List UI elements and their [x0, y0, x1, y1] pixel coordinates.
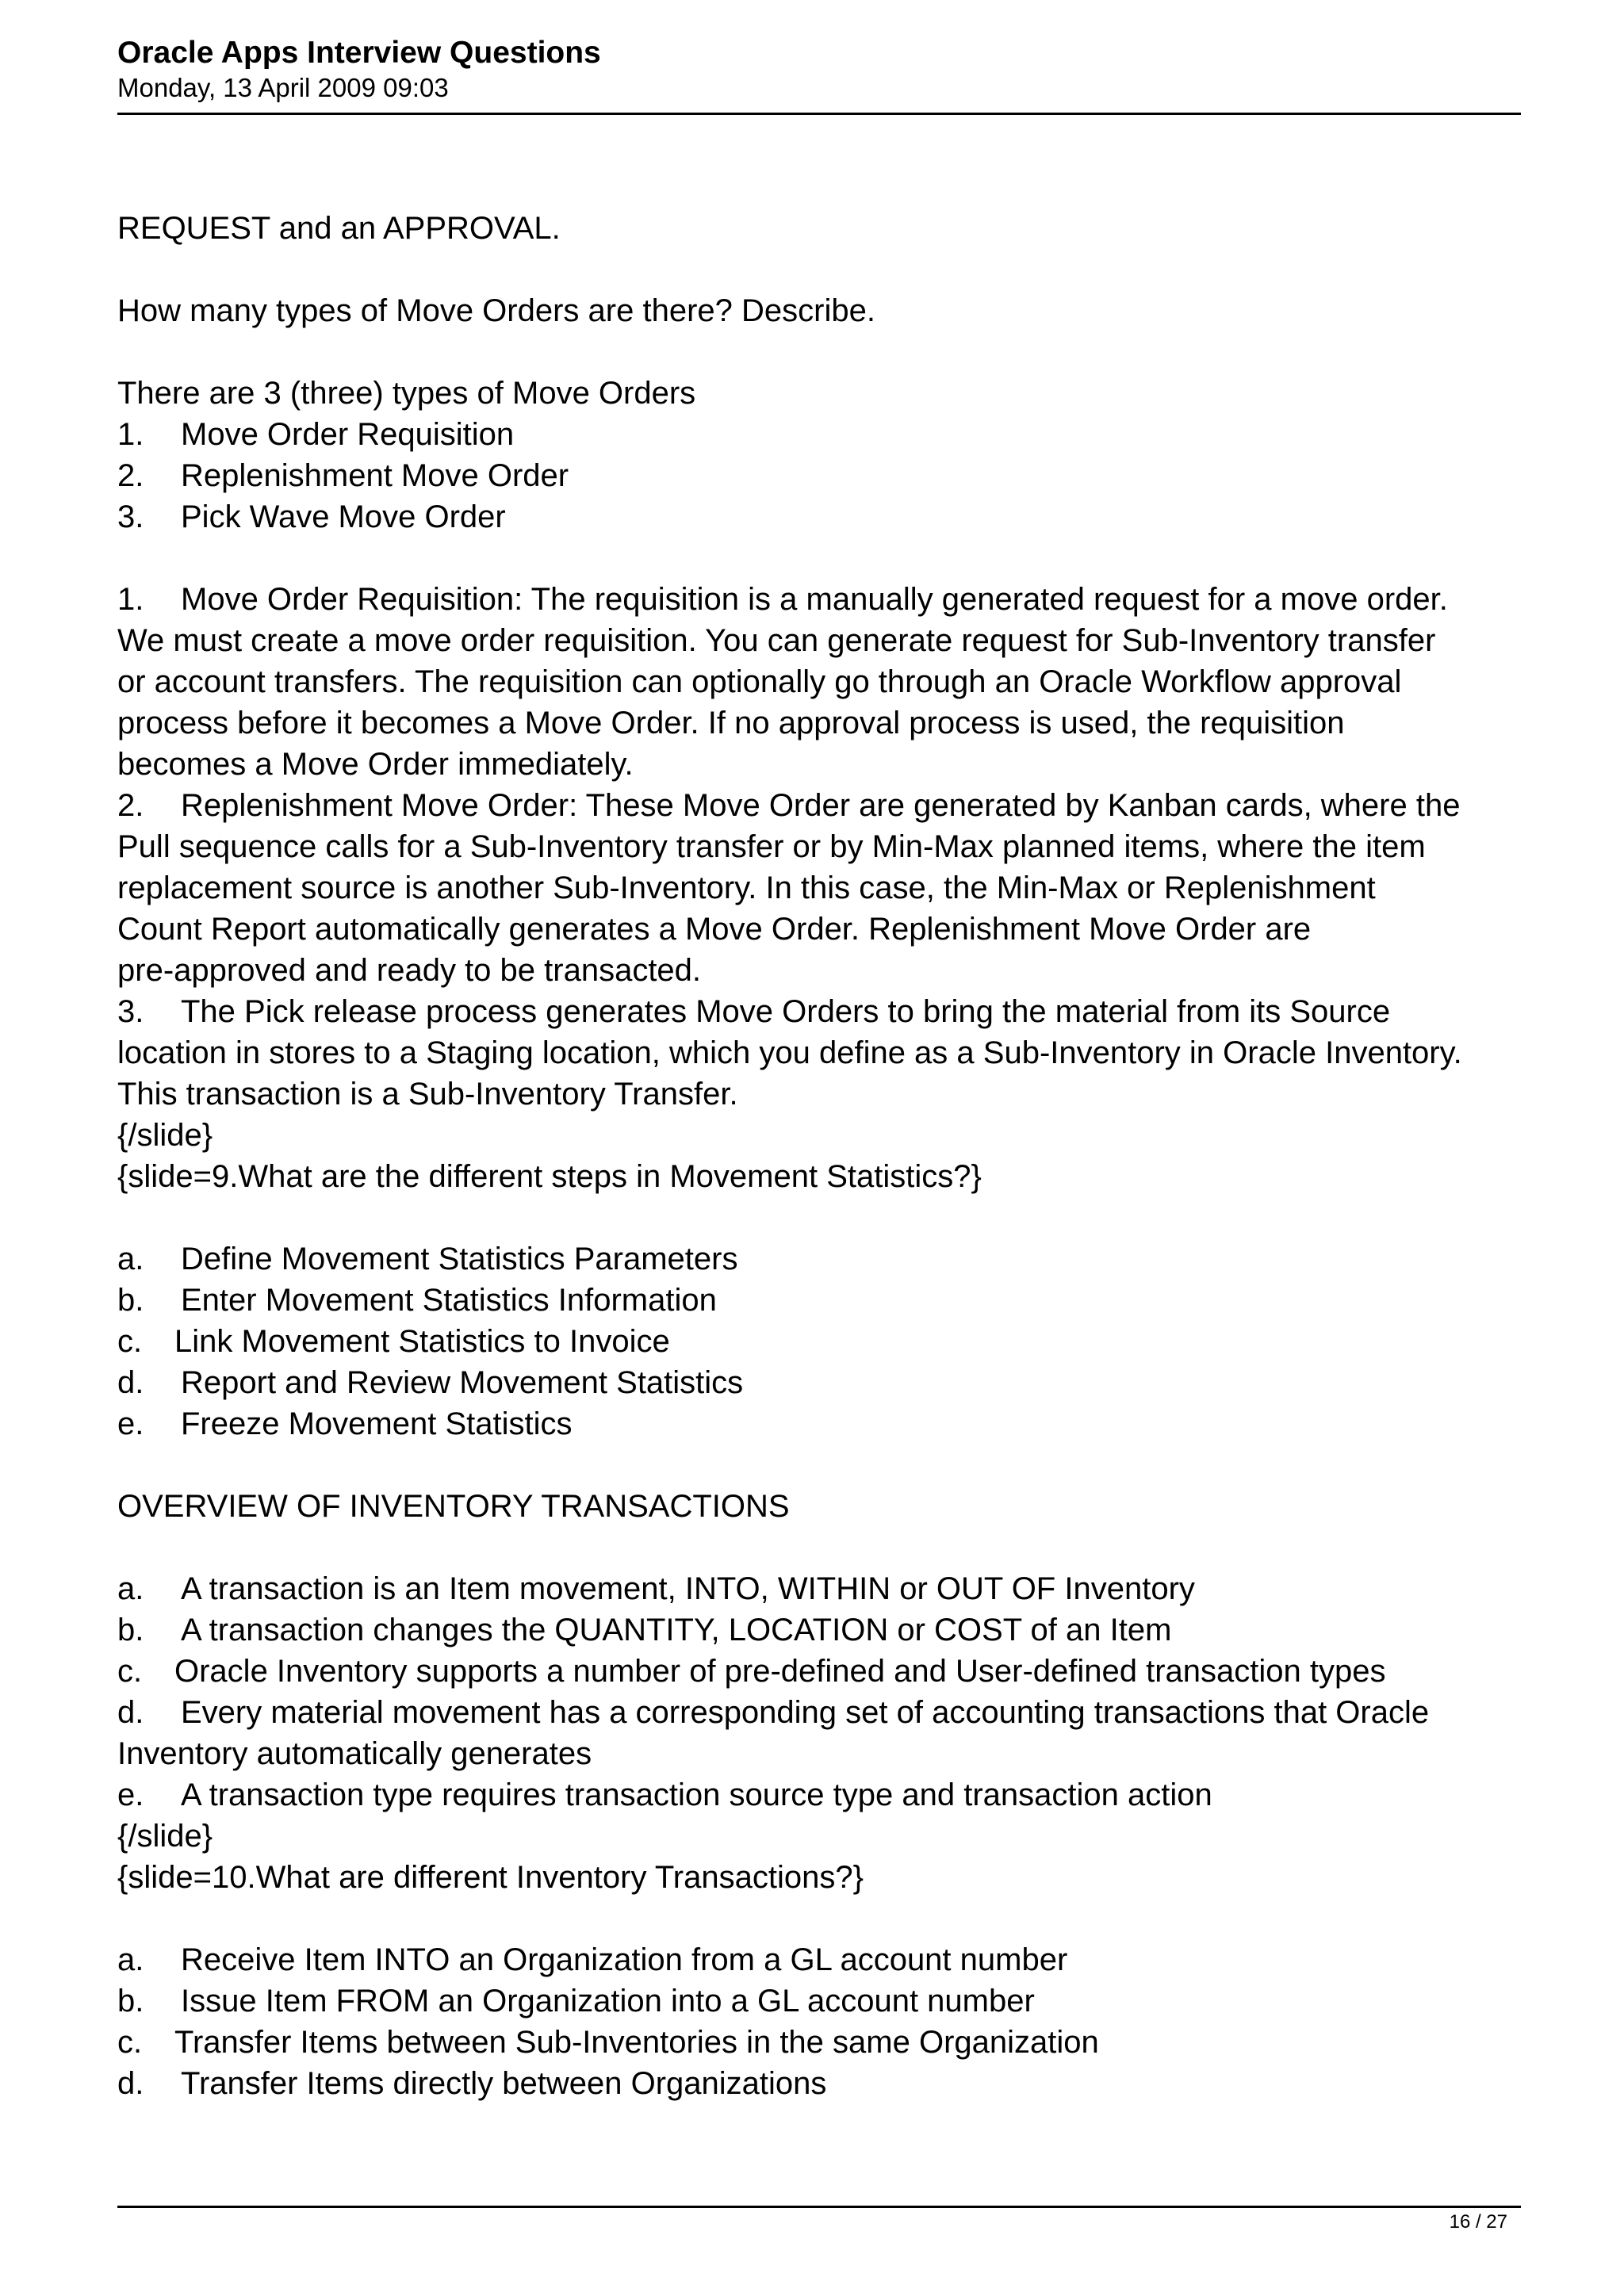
list-item-text: A transaction is an Item movement, INTO, WITHIN or OUT OF Inventory: [181, 1571, 1195, 1606]
paragraph-line: We must create a move order requisition. You can generate request for Sub-Inventory transfer: [117, 623, 1436, 658]
paragraph-line: [117, 785, 1521, 826]
list-item-text: Define Movement Statistics Parameters: [181, 1242, 738, 1276]
paragraph-line: or account transfers. The requisition can optionally go through an Oracle Workflow approval: [117, 664, 1402, 699]
list-marker: 1.: [117, 582, 144, 617]
list-item: [117, 2022, 1521, 2063]
spacer: [117, 1445, 1521, 1486]
slide-tag: {/slide}: [117, 1118, 213, 1153]
list-item: [117, 1939, 1521, 1980]
list-item: [117, 1980, 1521, 2022]
list-marker: a.: [117, 1571, 144, 1606]
list-item: [117, 1568, 1521, 1609]
list-item-text: A transaction changes the QUANTITY, LOCATION or COST of an Item: [181, 1613, 1172, 1647]
list-marker: a.: [117, 1942, 144, 1977]
page-number: 16 / 27: [1449, 2211, 1507, 2233]
list-item-text: Every material movement has a corresponding set of accounting transactions that Oracle: [181, 1695, 1430, 1730]
slide-tag: {slide=9.What are the different steps in Movement Statistics?}: [117, 1159, 982, 1194]
page-header: [117, 35, 1521, 105]
paragraph-text: The Pick release process generates Move Orders to bring the material from its Source: [181, 994, 1391, 1029]
list-marker: d.: [117, 1695, 144, 1730]
text-line: REQUEST and an APPROVAL.: [117, 211, 561, 246]
paragraph-line: process before it becomes a Move Order. If no approval process is used, the requisition: [117, 706, 1345, 740]
footer-divider: [117, 2206, 1521, 2208]
list-marker: c.: [117, 1654, 143, 1689]
list-item: [117, 2063, 1521, 2104]
list-item-text: Transfer Items between Sub-Inventories in the same Organization: [174, 2025, 1099, 2060]
list-item: [117, 1692, 1521, 1733]
list-item-text: Enter Movement Statistics Information: [181, 1283, 717, 1318]
list-item: [117, 1651, 1521, 1692]
spacer: [117, 249, 1521, 290]
list-item-text: Report and Review Movement Statistics: [181, 1365, 744, 1400]
list-item-text: Transfer Items directly between Organizations: [181, 2066, 827, 2101]
list-marker: b.: [117, 1283, 144, 1318]
section-heading: OVERVIEW OF INVENTORY TRANSACTIONS: [117, 1489, 790, 1524]
list-marker: 3.: [117, 499, 144, 534]
list-item-continuation: Inventory automatically generates: [117, 1736, 592, 1771]
slide-tag: {/slide}: [117, 1819, 213, 1854]
list-marker: c.: [117, 2025, 143, 2060]
slide-tag: {slide=10.What are different Inventory Transactions?}: [117, 1860, 864, 1895]
list-marker: 1.: [117, 417, 144, 452]
list-item: [117, 1362, 1521, 1403]
list-marker: 2.: [117, 788, 144, 823]
spacer: [117, 1197, 1521, 1238]
paragraph-line: pre-approved and ready to be transacted.: [117, 953, 702, 988]
list-item-text: Pick Wave Move Order: [181, 499, 506, 534]
list-marker: d.: [117, 1365, 144, 1400]
list-marker: a.: [117, 1242, 144, 1276]
list-item-text: Issue Item FROM an Organization into a GL account number: [181, 1984, 1035, 2019]
list-marker: e.: [117, 1777, 144, 1812]
list-item-text: Receive Item INTO an Organization from a GL account number: [181, 1942, 1068, 1977]
spacer: [117, 538, 1521, 579]
list-item: [117, 1321, 1521, 1362]
spacer: [117, 331, 1521, 373]
list-item: [117, 414, 1521, 455]
paragraph-text: Replenishment Move Order: These Move Order are generated by Kanban cards, where the: [181, 788, 1461, 823]
list-marker: 2.: [117, 458, 144, 493]
list-marker: 3.: [117, 994, 144, 1029]
list-marker: d.: [117, 2066, 144, 2101]
list-marker: b.: [117, 1984, 144, 2019]
list-item-text: Oracle Inventory supports a number of pre-defined and User-defined transaction types: [174, 1654, 1386, 1689]
list-item-text: Move Order Requisition: [181, 417, 515, 452]
paragraph-line: location in stores to a Staging location, which you define as a Sub-Inventory in Oracle Inventory.: [117, 1035, 1462, 1070]
list-item: [117, 1609, 1521, 1651]
list-item: [117, 1238, 1521, 1280]
header-divider: [117, 113, 1521, 115]
list-item-text: Freeze Movement Statistics: [181, 1406, 573, 1441]
list-item-text: Replenishment Move Order: [181, 458, 569, 493]
paragraph-line: Count Report automatically generates a Move Order. Replenishment Move Order are: [117, 912, 1312, 947]
document-body: [117, 208, 1521, 2104]
paragraph-text: Move Order Requisition: The requisition is a manually generated request for a move order.: [181, 582, 1448, 617]
list-item: [117, 496, 1521, 538]
spacer: [117, 1898, 1521, 1939]
paragraph-line: [117, 579, 1521, 620]
text-line: There are 3 (three) types of Move Orders: [117, 376, 696, 411]
paragraph-line: [117, 991, 1521, 1032]
list-marker: b.: [117, 1613, 144, 1647]
list-item-text: Link Movement Statistics to Invoice: [174, 1324, 670, 1359]
document-date: Monday, 13 April 2009 09:03: [117, 73, 449, 102]
list-item: [117, 1280, 1521, 1321]
paragraph-line: replacement source is another Sub-Inventory. In this case, the Min-Max or Replenishment: [117, 871, 1376, 905]
list-item: [117, 455, 1521, 496]
spacer: [117, 1527, 1521, 1568]
list-marker: e.: [117, 1406, 144, 1441]
paragraph-line: Pull sequence calls for a Sub-Inventory transfer or by Min-Max planned items, where the item: [117, 829, 1426, 864]
list-item: [117, 1774, 1521, 1816]
list-marker: c.: [117, 1324, 143, 1359]
document-title: Oracle Apps Interview Questions: [117, 36, 601, 70]
list-item-text: A transaction type requires transaction source type and transaction action: [181, 1777, 1212, 1812]
paragraph-line: This transaction is a Sub-Inventory Transfer.: [117, 1077, 738, 1112]
question-heading: How many types of Move Orders are there? Describe.: [117, 293, 875, 328]
paragraph-line: becomes a Move Order immediately.: [117, 747, 634, 782]
list-item: [117, 1403, 1521, 1445]
